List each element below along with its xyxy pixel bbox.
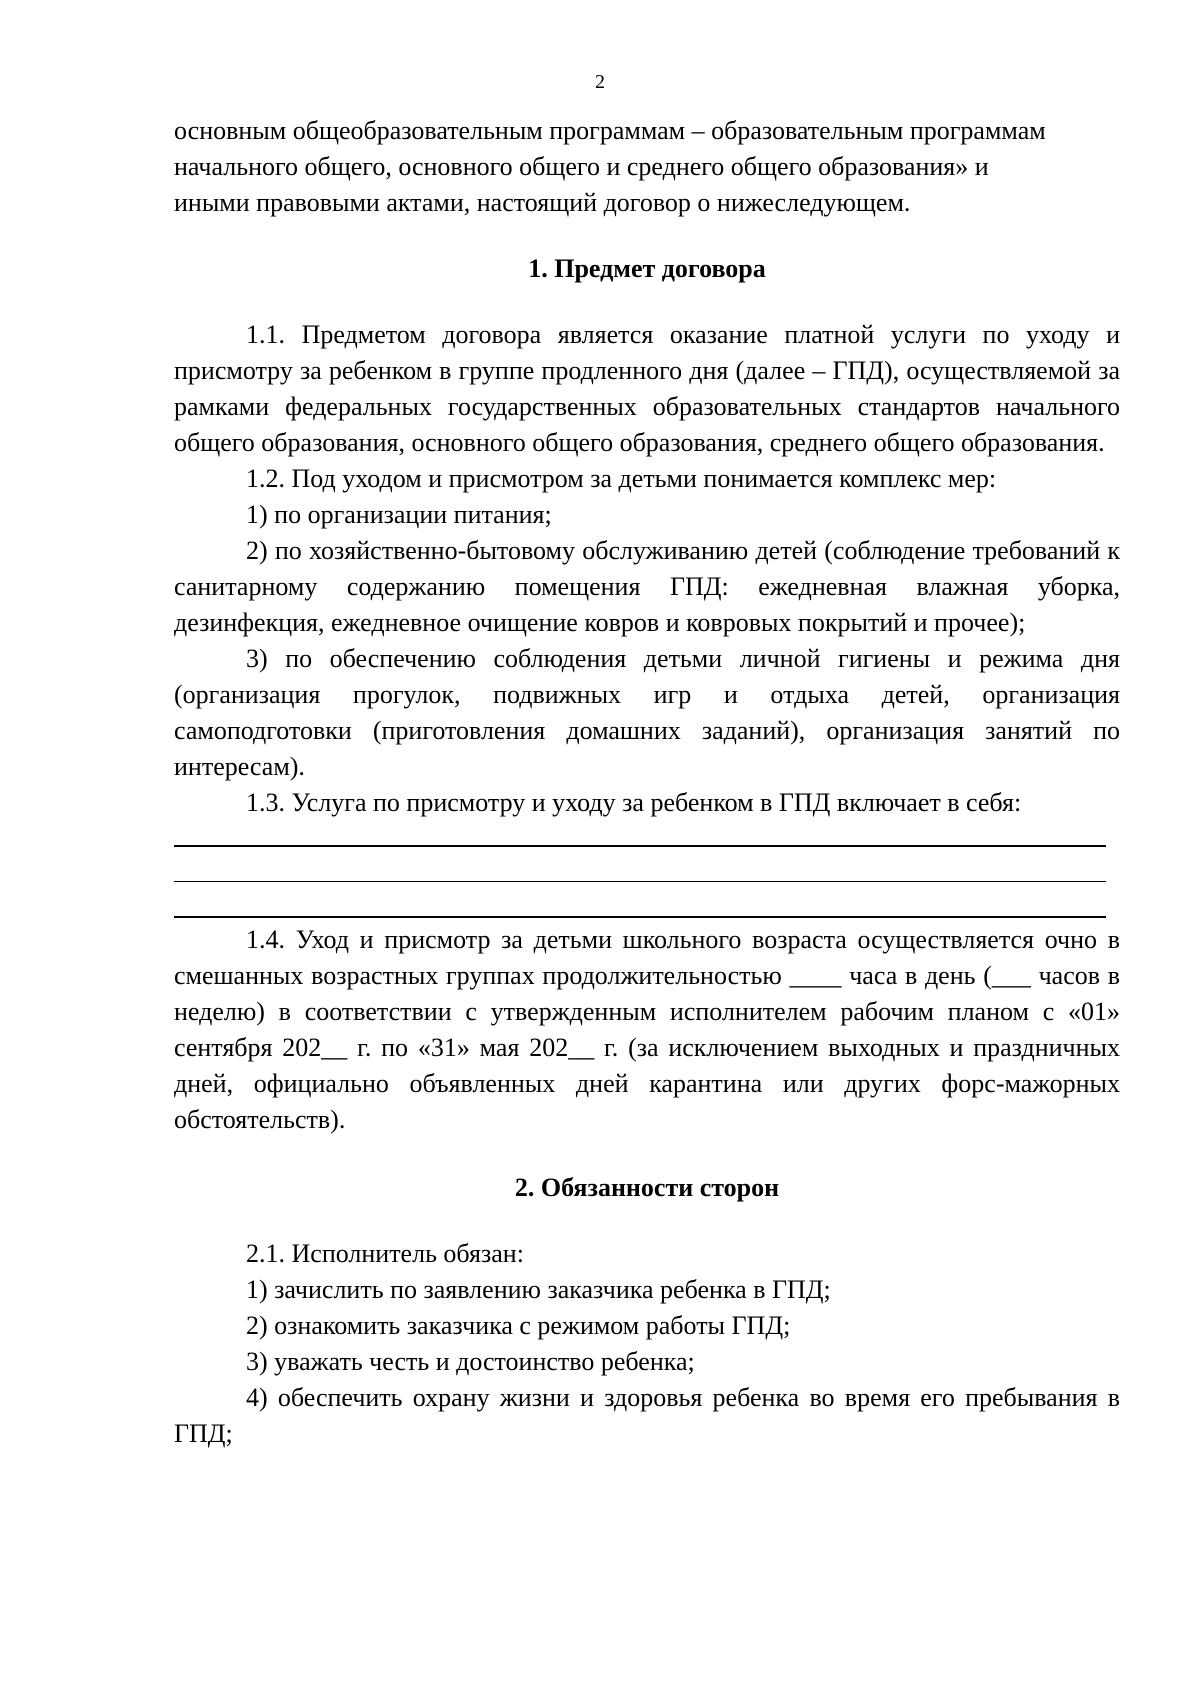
clause-1-4: 1.4. Уход и присмотр за детьми школьного возраста осуществляется очно в смешанных возрастных группах продолжительностью ____ часа в день (___ часов в неделю) в соответствии с утвержденным исполнителем рабочим планом с «01» сентября 202__ г. по «31» мая 202__ г. (за исключением выходных и праздничных дней, официально объявленных дней карантина или других форс-мажорных обстоятельств). bbox=[174, 925, 1120, 1134]
clause-2-1-item-3: 3) уважать честь и достоинство ребенка; bbox=[246, 1347, 695, 1376]
clause-2-1-item-4: 4) обеспечить охрану жизни и здоровья ребенка во время его пребывания в ГПД; bbox=[174, 1383, 1120, 1448]
clause-2-1: 2.1. Исполнитель обязан: bbox=[246, 1239, 524, 1268]
clause-1-1: 1.1. Предметом договора является оказание платной услуги по уходу и присмотру за ребенком в группе продленного дня (далее – ГПД), осуществляемой за рамками федеральных государственных образовательных стандартов начального общего образования, основного общего образования, среднего общего образования. bbox=[174, 320, 1120, 457]
blank-fill-line bbox=[174, 845, 1106, 847]
document-body bbox=[174, 113, 1120, 1452]
blank-fill-line bbox=[174, 881, 1106, 882]
section-2-title: 2. Обязанности сторон bbox=[514, 1173, 780, 1202]
intro-line: иными правовыми актами, настоящий договор о нижеследующем. bbox=[174, 188, 911, 217]
clause-1-2-item-1: 1) по организации питания; bbox=[246, 500, 552, 529]
clause-2-1-item-2: 2) ознакомить заказчика с режимом работы ГПД; bbox=[246, 1311, 791, 1340]
section-1-title: 1. Предмет договора bbox=[528, 254, 766, 283]
intro-line: основным общеобразовательным программам – образовательным программам bbox=[174, 116, 1046, 145]
clause-1-2-item-2: 2) по хозяйственно-бытовому обслуживанию детей (соблюдение требований к санитарному содержанию помещения ГПД: ежедневная влажная уборка, дезинфекция, ежедневное очищение ковров и ковровых покрытий и прочее); bbox=[174, 536, 1120, 637]
clause-1-2-item-3: 3) по обеспечению соблюдения детьми личной гигиены и режима дня (организация прогулок, подвижных игр и отдыха детей, организация самоподготовки (приготовления домашних заданий), организация занятий по интересам). bbox=[174, 644, 1120, 781]
clause-1-3: 1.3. Услуга по присмотру и уходу за ребенком в ГПД включает в себя: bbox=[246, 788, 1022, 817]
intro-line: начального общего, основного общего и среднего общего образования» и bbox=[174, 152, 989, 181]
clause-2-1-item-1: 1) зачислить по заявлению заказчика ребенка в ГПД; bbox=[246, 1275, 831, 1304]
page-number: 2 bbox=[595, 71, 605, 93]
blank-fill-line bbox=[174, 916, 1106, 918]
clause-1-2: 1.2. Под уходом и присмотром за детьми понимается комплекс мер: bbox=[246, 464, 997, 493]
